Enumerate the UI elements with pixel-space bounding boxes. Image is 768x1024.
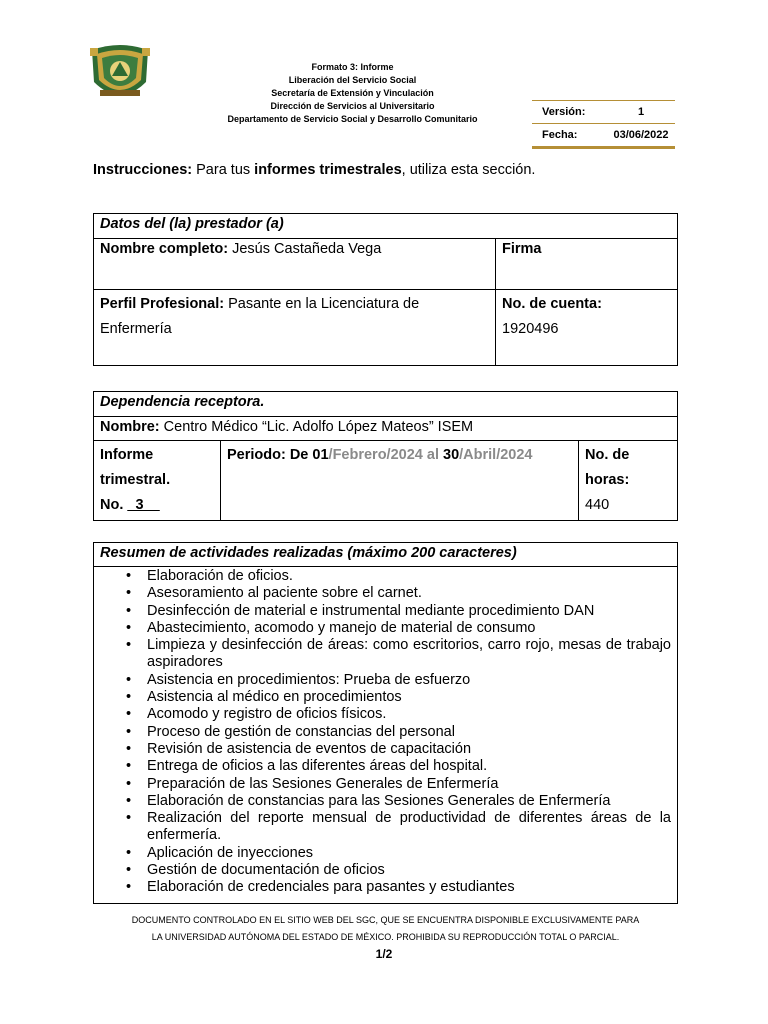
page-number: 1/2: [375, 947, 393, 961]
name-cell: [94, 239, 496, 290]
perfil-value-1: Pasante en la Licenciatura de: [224, 296, 420, 312]
instructions: [93, 162, 535, 178]
date-row: [532, 123, 675, 149]
resumen-body: [94, 567, 678, 904]
activities-list: [100, 568, 671, 897]
firma-cell: Firma: [496, 239, 678, 290]
horas-value: 440: [585, 497, 610, 513]
document-header: [200, 61, 505, 126]
cuenta-cell: [496, 290, 678, 366]
activity-item: • Realización del reporte mensual de productividad de diferentes áreas de la enfermería.: [147, 810, 671, 845]
periodo-to-rest: /Abril/2024: [459, 447, 533, 463]
version-box: [532, 100, 675, 149]
activity-item: • Asistencia al médico en procedimientos: [147, 689, 671, 706]
resumen-title: Resumen de actividades realizadas (máximo 200 caracteres): [94, 543, 678, 567]
periodo-from-day: 01: [312, 447, 329, 463]
activity-item: • Desinfección de material e instrumental mediante procedimiento DAN: [147, 603, 671, 620]
perfil-cell: [94, 290, 496, 366]
activity-item: • Asistencia en procedimientos: Prueba de esfuerzo: [147, 672, 671, 689]
date-value: 03/06/2022: [613, 129, 669, 141]
footer-line2: LA UNIVERSIDAD AUTÓNOMA DEL ESTADO DE MÉXICO. PROHIBIDA SU REPRODUCCIÓN TOTAL O PARCIAL.: [151, 932, 620, 942]
cuenta-label: No. de cuenta:: [502, 296, 602, 312]
activity-item: • Asesoramiento al paciente sobre el carnet.: [147, 585, 671, 602]
activity-item: • Elaboración de constancias para las Sesiones Generales de Enfermería: [147, 793, 671, 810]
perfil-label: Perfil Profesional:: [100, 296, 225, 312]
informe-no-value: _3__: [127, 497, 160, 513]
informe-no-label: No.: [100, 497, 128, 513]
prestador-title: Datos del (la) prestador (a): [94, 214, 678, 239]
header-line-liberation: Liberación del Servicio Social: [288, 75, 417, 85]
header-line-format: Formato 3: Informe: [311, 62, 394, 72]
dependencia-table: [93, 391, 678, 521]
activity-item: • Gestión de documentación de oficios: [147, 862, 671, 879]
header-line-secretaria: Secretaría de Extensión y Vinculación: [271, 88, 434, 98]
version-value: 1: [637, 106, 645, 118]
horas-cell: [579, 441, 678, 521]
resumen-table: [93, 542, 678, 904]
activity-item: • Abastecimiento, acomodo y manejo de material de consumo: [147, 620, 671, 637]
instructions-text-1: Para tus: [192, 162, 255, 178]
horas-line2: horas:: [585, 472, 630, 488]
periodo-cell: [221, 441, 579, 521]
nombre-label: Nombre:: [100, 419, 160, 435]
cuenta-value: 1920496: [502, 321, 559, 337]
periodo-from-rest: /Febrero/2024 al: [328, 447, 443, 463]
instructions-text-2: , utiliza esta sección.: [401, 162, 536, 178]
perfil-value-2: Enfermería: [100, 321, 172, 337]
activity-item: • Elaboración de oficios.: [147, 568, 671, 585]
informe-line2: trimestral.: [100, 472, 171, 488]
version-row: [532, 100, 675, 123]
nombre-value: Centro Médico “Lic. Adolfo López Mateos” ISEM: [159, 419, 474, 435]
horas-line1: No. de: [585, 447, 630, 463]
nombre-cell: [94, 417, 678, 441]
version-label: Versión:: [542, 106, 586, 118]
name-label: Nombre completo:: [100, 241, 229, 257]
footer-notice: [93, 912, 678, 946]
activity-item: • Acomodo y registro de oficios físicos.: [147, 706, 671, 723]
university-seal-logo: [88, 42, 152, 104]
instructions-label: Instrucciones:: [93, 162, 193, 178]
activity-item: • Aplicación de inyecciones: [147, 845, 671, 862]
periodo-to-day: 30: [443, 447, 460, 463]
footer-line1: DOCUMENTO CONTROLADO EN EL SITIO WEB DEL SGC, QUE SE ENCUENTRA DISPONIBLE EXCLUSIVAMENTE PARA: [131, 915, 640, 925]
date-label: Fecha:: [542, 129, 578, 141]
name-value: Jesús Castañeda Vega: [228, 241, 382, 257]
instructions-bold: informes trimestrales: [254, 162, 402, 178]
informe-line1: Informe: [100, 447, 154, 463]
header-line-departamento: Departamento de Servicio Social y Desarrollo Comunitario: [227, 114, 478, 124]
activity-item: • Entrega de oficios a las diferentes áreas del hospital.: [147, 758, 671, 775]
activity-item: • Revisión de asistencia de eventos de capacitación: [147, 741, 671, 758]
activity-item: • Preparación de las Sesiones Generales de Enfermería: [147, 776, 671, 793]
dependencia-title: Dependencia receptora.: [94, 392, 678, 417]
header-line-direccion: Dirección de Servicios al Universitario: [270, 101, 435, 111]
activity-item: • Proceso de gestión de constancias del personal: [147, 724, 671, 741]
informe-cell: [94, 441, 221, 521]
prestador-table: [93, 213, 678, 366]
activity-item: • Elaboración de credenciales para pasantes y estudiantes: [147, 879, 671, 896]
activity-item: • Limpieza y desinfección de áreas: como escritorios, carro rojo, mesas de trabajo aspiradores: [147, 637, 671, 672]
periodo-label: Periodo: De: [227, 447, 313, 463]
